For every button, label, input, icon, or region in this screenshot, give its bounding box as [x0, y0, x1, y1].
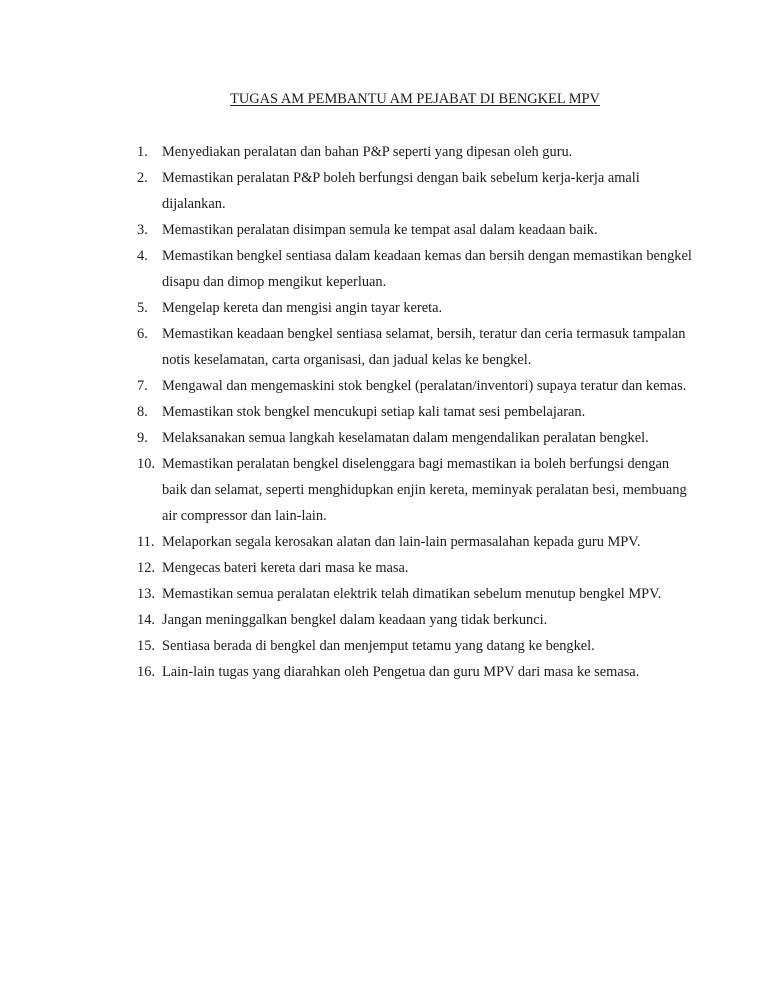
- item-text-line: dijalankan.: [162, 196, 226, 212]
- list-item: [137, 217, 727, 243]
- item-number: 3.: [137, 222, 148, 238]
- duties-list: [137, 139, 727, 685]
- item-text-line: Memastikan peralatan disimpan semula ke tempat asal dalam keadaan baik.: [162, 222, 598, 238]
- item-number: 12.: [137, 560, 155, 576]
- item-text-line: air compressor dan lain-lain.: [162, 508, 327, 524]
- title-container: [0, 90, 768, 108]
- item-text-line: Melaporkan segala kerosakan alatan dan lain-lain permasalahan kepada guru MPV.: [162, 534, 641, 550]
- list-item: [137, 581, 727, 607]
- item-number: 7.: [137, 378, 148, 394]
- item-text-line: Memastikan semua peralatan elektrik telah dimatikan sebelum menutup bengkel MPV.: [162, 586, 662, 602]
- item-text-line: Mengawal dan mengemaskini stok bengkel (peralatan/inventori) supaya teratur dan kemas.: [162, 378, 687, 394]
- list-item: [137, 607, 727, 633]
- item-text-line: Lain-lain tugas yang diarahkan oleh Pengetua dan guru MPV dari masa ke semasa.: [162, 664, 640, 680]
- list-item: [137, 633, 727, 659]
- list-item: [137, 295, 727, 321]
- list-item: [137, 529, 727, 555]
- item-number: 15.: [137, 638, 155, 654]
- item-text-line: Memastikan stok bengkel mencukupi setiap kali tamat sesi pembelajaran.: [162, 404, 586, 420]
- item-text-line: notis keselamatan, carta organisasi, dan jadual kelas ke bengkel.: [162, 352, 532, 368]
- item-number: 5.: [137, 300, 148, 316]
- item-text-line: Menyediakan peralatan dan bahan P&P seperti yang dipesan oleh guru.: [162, 144, 573, 160]
- list-item: [137, 555, 727, 581]
- document-title: TUGAS AM PEMBANTU AM PEJABAT DI BENGKEL MPV: [230, 91, 600, 107]
- item-text-line: Jangan meninggalkan bengkel dalam keadaan yang tidak berkunci.: [162, 612, 548, 628]
- item-number: 4.: [137, 248, 148, 264]
- item-text-line: Melaksanakan semua langkah keselamatan dalam mengendalikan peralatan bengkel.: [162, 430, 649, 446]
- item-text-line: disapu dan dimop mengikut keperluan.: [162, 274, 387, 290]
- item-text-line: Memastikan peralatan bengkel diselenggara bagi memastikan ia boleh berfungsi dengan: [162, 456, 670, 472]
- list-item: [137, 451, 727, 529]
- item-number: 9.: [137, 430, 148, 446]
- list-item: [137, 321, 727, 373]
- list-item: [137, 659, 727, 685]
- item-number: 14.: [137, 612, 155, 628]
- item-text-line: Memastikan bengkel sentiasa dalam keadaan kemas dan bersih dengan memastikan bengkel: [162, 248, 692, 264]
- item-text-line: Memastikan keadaan bengkel sentiasa selamat, bersih, teratur dan ceria termasuk tampalan: [162, 326, 686, 342]
- list-item: [137, 139, 727, 165]
- item-number: 13.: [137, 586, 155, 602]
- item-text-line: Sentiasa berada di bengkel dan menjemput tetamu yang datang ke bengkel.: [162, 638, 595, 654]
- list-item: [137, 165, 727, 217]
- list-item: [137, 399, 727, 425]
- item-number: 2.: [137, 170, 148, 186]
- item-number: 16.: [137, 664, 155, 680]
- item-number: 11.: [137, 534, 155, 550]
- item-text-line: Mengelap kereta dan mengisi angin tayar kereta.: [162, 300, 443, 316]
- item-text-line: Mengecas bateri kereta dari masa ke masa.: [162, 560, 409, 576]
- item-number: 6.: [137, 326, 148, 342]
- item-text-line: baik dan selamat, seperti menghidupkan enjin kereta, meminyak peralatan besi, membuang: [162, 482, 687, 498]
- item-text-line: Memastikan peralatan P&P boleh berfungsi dengan baik sebelum kerja-kerja amali: [162, 170, 640, 186]
- list-item: [137, 373, 727, 399]
- item-number: 8.: [137, 404, 148, 420]
- item-number: 10.: [137, 456, 155, 472]
- item-number: 1.: [137, 144, 148, 160]
- list-item: [137, 243, 727, 295]
- list-item: [137, 425, 727, 451]
